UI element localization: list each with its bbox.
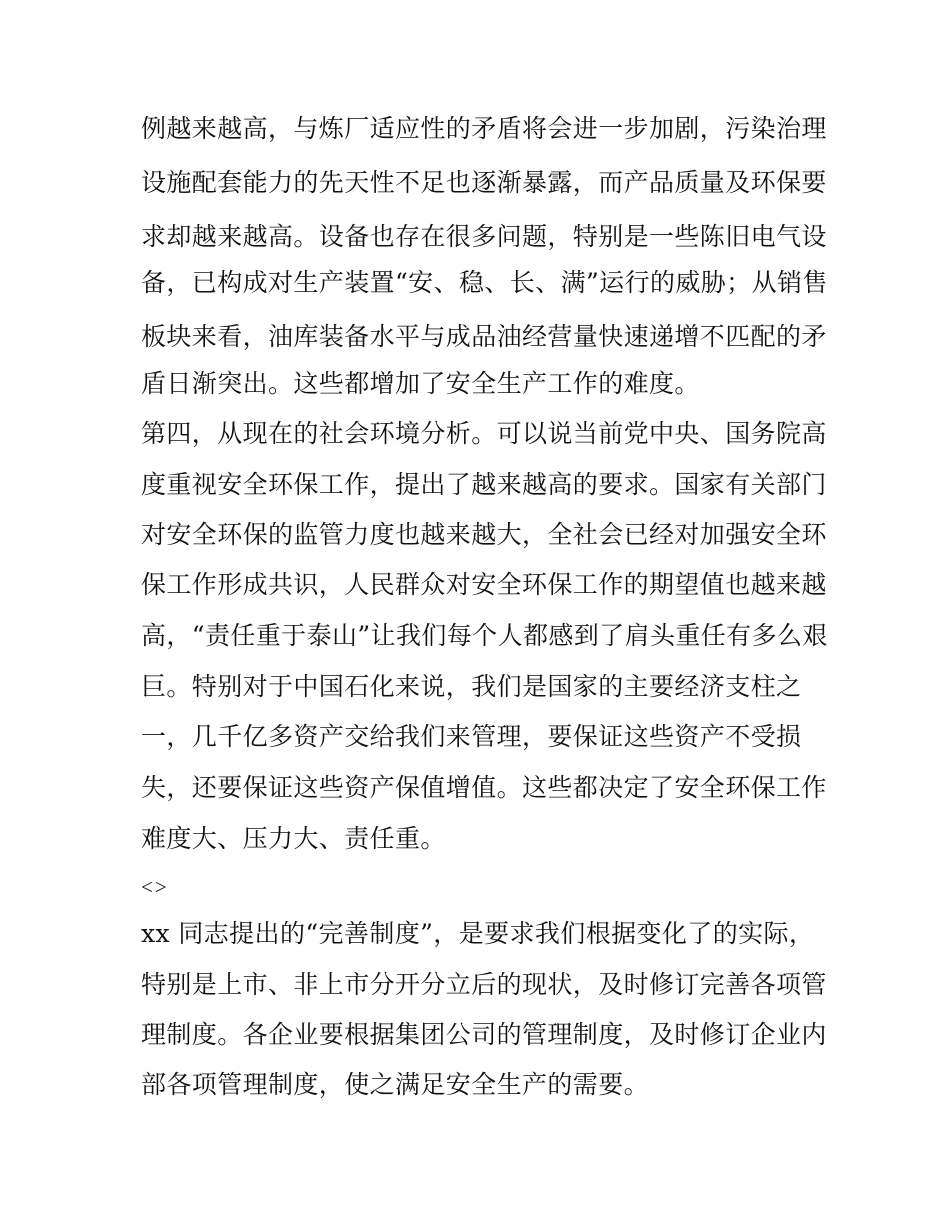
text-line: 巨。特别对于中国石化来说，我们是国家的主要经济支柱之	[141, 672, 802, 701]
text-line: 板块来看，油库装备水平与成品油经营量快速递增不匹配的矛	[141, 322, 827, 351]
text-line: 部各项管理制度，使之满足安全生产的需要。	[141, 1070, 650, 1099]
text-line: 设施配套能力的先天性不足也逐渐暴露，而产品质量及环保要	[141, 168, 827, 197]
text-line: 保工作形成共识，人民群众对安全环保工作的期望值也越来越	[141, 570, 827, 599]
text-line: 失，还要保证这些资产保值增值。这些都决定了安全环保工作	[141, 773, 827, 802]
text-line: 一，几千亿多资产交给我们来管理，要保证这些资产不受损	[141, 722, 802, 751]
text-line: 难度大、压力大、责任重。	[141, 824, 446, 853]
text-line: 度重视安全环保工作，提出了越来越高的要求。国家有关部门	[141, 470, 827, 499]
text-line: 特别是上市、非上市分开分立后的现状，及时修订完善各项管	[141, 970, 827, 999]
text-line: 求却越来越高。设备也存在很多问题，特别是一些陈旧电气设	[141, 222, 827, 251]
text-line: 例越来越高，与炼厂适应性的矛盾将会进一步加剧，污染治理	[141, 114, 827, 143]
text-line: 第四，从现在的社会环境分析。可以说当前党中央、国务院高	[141, 419, 827, 448]
text-line: 对安全环保的监管力度也越来越大，全社会已经对加强安全环	[141, 520, 827, 549]
text-line: 备，已构成对生产装置“安、稳、长、满”运行的威胁；从销售	[141, 268, 828, 297]
text-line: xx 同志提出的“完善制度”，是要求我们根据变化了的实际，	[141, 919, 815, 948]
text-line: 高，“责任重于泰山”让我们每个人都感到了肩头重任有多么艰	[141, 621, 828, 650]
text-line: 盾日渐突出。这些都增加了安全生产工作的难度。	[141, 369, 700, 398]
text-line: 理制度。各企业要根据集团公司的管理制度，及时修订企业内	[141, 1020, 827, 1049]
section-marker: <>	[141, 875, 169, 899]
